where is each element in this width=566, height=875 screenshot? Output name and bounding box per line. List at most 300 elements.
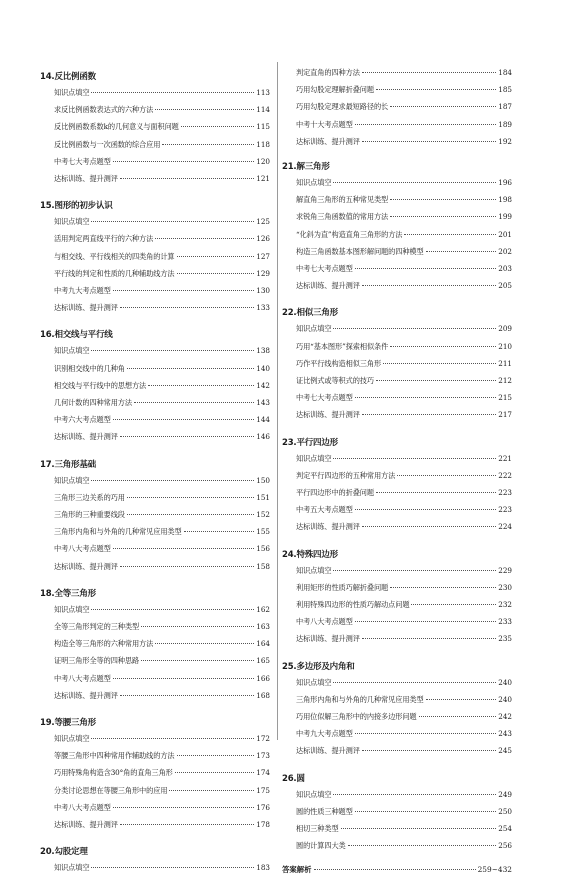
toc-entry-page: 138 — [256, 346, 270, 356]
dot-leader — [177, 256, 255, 257]
toc-entry-page: 113 — [256, 88, 270, 97]
dot-leader — [120, 695, 254, 696]
dot-leader — [390, 346, 496, 347]
toc-entry-page: 184 — [498, 68, 512, 77]
toc-entry[interactable] — [54, 346, 270, 356]
dot-leader — [390, 587, 496, 588]
toc-entry-page: 164 — [256, 639, 270, 649]
toc-entry-page: 140 — [256, 363, 270, 373]
toc-entry[interactable] — [54, 217, 270, 227]
toc-entry-title: 知识点填空 — [296, 789, 332, 799]
toc-entry-title: 圆的性质三种题型 — [296, 806, 353, 816]
toc-entry-title: 知识点填空 — [296, 677, 332, 687]
dot-leader — [155, 109, 254, 110]
toc-entry[interactable] — [54, 303, 270, 313]
dot-leader — [333, 458, 496, 459]
dot-leader — [141, 626, 254, 627]
dot-leader — [155, 643, 254, 644]
toc-entry[interactable] — [296, 841, 512, 851]
toc-entry-title: “化斜为直”构造直角三角形的方法 — [296, 229, 403, 239]
toc-entry-page: 202 — [498, 246, 512, 256]
toc-entry-title: 达标训练、提升测评 — [296, 746, 360, 756]
toc-entry-title: 达标训练、提升测评 — [54, 303, 118, 313]
dot-leader — [120, 178, 254, 179]
toc-entry-page: 254 — [498, 824, 512, 833]
section-heading[interactable]: 19.等腰三角形 — [40, 718, 96, 728]
toc-entry-page: 129 — [256, 268, 270, 278]
toc-entry[interactable] — [54, 768, 270, 778]
toc-entry-title: 中考五大考点题型 — [296, 505, 353, 515]
column-divider — [277, 62, 278, 740]
toc-entry[interactable] — [296, 617, 512, 627]
toc-entry[interactable] — [54, 432, 270, 442]
dot-leader — [333, 794, 496, 795]
dot-leader — [148, 385, 254, 386]
toc-entry-page: 212 — [498, 376, 512, 385]
toc-entry-title: 活用判定两直线平行的六种方法 — [54, 234, 154, 244]
dot-leader — [362, 526, 496, 527]
toc-entry-title: 知识点填空 — [54, 863, 90, 873]
dot-leader — [341, 828, 497, 829]
dot-leader — [141, 660, 254, 661]
toc-entry-page: 172 — [256, 734, 270, 743]
toc-entry-title: 中考九大考点题型 — [54, 286, 111, 295]
dot-leader — [314, 869, 476, 870]
toc-entry[interactable] — [296, 120, 512, 130]
toc-entry-page: 125 — [256, 217, 270, 227]
toc-entry[interactable] — [296, 746, 512, 756]
toc-entry[interactable] — [54, 786, 270, 796]
toc-entry-page: 118 — [256, 139, 270, 149]
dot-leader — [333, 682, 496, 683]
toc-entry[interactable] — [296, 359, 512, 369]
toc-entry[interactable] — [296, 566, 512, 576]
toc-entry-page: 166 — [256, 673, 270, 683]
toc-entry-page: 163 — [256, 622, 270, 631]
dot-leader — [426, 699, 497, 700]
toc-entry[interactable] — [54, 510, 270, 520]
toc-entry[interactable] — [54, 286, 270, 296]
toc-entry-title: 达标训练、提升测评 — [296, 136, 360, 146]
toc-entry-page: 175 — [256, 785, 270, 795]
toc-entry[interactable] — [296, 324, 512, 334]
toc-entry[interactable] — [54, 364, 270, 374]
dot-leader — [376, 89, 496, 90]
toc-entry-page: 232 — [498, 600, 512, 609]
dot-leader — [181, 126, 255, 127]
dot-leader — [362, 72, 496, 73]
toc-entry-title: 知识点填空 — [54, 217, 90, 227]
toc-entry[interactable] — [54, 122, 270, 132]
toc-entry[interactable] — [296, 807, 512, 817]
toc-entry-page: 215 — [498, 393, 512, 403]
dot-leader — [426, 251, 497, 252]
toc-entry-title: 中考六大考点题型 — [54, 415, 111, 425]
toc-entry[interactable] — [54, 140, 270, 150]
answers-page-range: 259~432 — [477, 865, 512, 875]
toc-entry[interactable] — [296, 522, 512, 532]
toc-entry[interactable] — [296, 247, 512, 257]
toc-entry-page: 224 — [498, 522, 512, 532]
dot-leader — [355, 397, 497, 398]
toc-entry-title: 相交线与平行线中的思想方法 — [54, 380, 147, 390]
dot-leader — [333, 328, 496, 329]
toc-entry-title: 反比例函数系数k的几何意义与面积问题 — [54, 122, 179, 132]
toc-entry[interactable] — [296, 264, 512, 274]
toc-entry-page: 230 — [498, 582, 512, 592]
toc-entry-page: 199 — [498, 212, 512, 222]
toc-entry-page: 187 — [498, 102, 512, 112]
toc-entry-title: 达标训练、提升测评 — [54, 432, 118, 442]
toc-entry-page: 165 — [256, 656, 270, 666]
toc-entry-title: 利用矩形的性质巧解折叠问题 — [296, 582, 389, 592]
toc-entry[interactable] — [54, 88, 270, 98]
toc-entry-page: 250 — [498, 806, 512, 816]
dot-leader — [120, 824, 254, 825]
dot-leader — [120, 436, 254, 437]
toc-entry[interactable] — [54, 605, 270, 615]
toc-entry-page: 162 — [256, 604, 270, 614]
toc-entry-page: 121 — [256, 174, 270, 183]
toc-entry-page: 203 — [498, 264, 512, 273]
dot-leader — [355, 811, 497, 812]
dot-leader — [362, 141, 496, 142]
section-heading[interactable]: 15.图形的初步认识 — [40, 201, 113, 212]
toc-entry-page: 127 — [256, 251, 270, 261]
toc-entry[interactable] — [54, 803, 270, 813]
dot-leader — [91, 738, 254, 739]
dot-leader — [376, 492, 496, 493]
section-heading[interactable]: 26.圆 — [282, 773, 305, 784]
toc-entry-page: 211 — [498, 358, 512, 368]
section-heading[interactable]: 18.全等三角形 — [40, 588, 96, 599]
toc-entry-page: 178 — [256, 820, 270, 829]
toc-entry[interactable] — [296, 85, 512, 95]
toc-entry-page: 130 — [256, 286, 270, 295]
toc-entry-page: 146 — [256, 432, 270, 442]
toc-entry-page: 120 — [256, 156, 270, 166]
toc-entry[interactable] — [54, 820, 270, 830]
toc-entry-title: 知识点填空 — [54, 604, 90, 614]
toc-entry-title: 证比例式或等积式的技巧 — [296, 376, 374, 385]
answers-label: 答案解析 — [282, 865, 312, 875]
toc-entry-page: 209 — [498, 324, 512, 334]
toc-entry[interactable] — [296, 212, 512, 222]
toc-entry-title: 知识点填空 — [296, 453, 332, 463]
toc-entry-page: 223 — [498, 488, 512, 497]
toc-entry[interactable] — [54, 269, 270, 279]
section-heading[interactable]: 20.勾股定理 — [40, 847, 88, 858]
toc-entry[interactable] — [54, 234, 270, 244]
toc-entry-page: 205 — [498, 281, 512, 291]
toc-entry-title: 构造全等三角形的六种常用方法 — [54, 639, 154, 649]
dot-leader — [162, 144, 254, 145]
toc-entry[interactable] — [54, 476, 270, 486]
toc-entry[interactable] — [296, 678, 512, 688]
dot-leader — [362, 414, 496, 415]
toc-entry-title: 巧用特殊角构造含30°角的直角三角形 — [54, 768, 173, 778]
dot-leader — [91, 92, 254, 93]
dot-leader — [91, 867, 254, 868]
toc-entry-title: 三角形内角和与外角的几种常见应用类型 — [54, 527, 182, 537]
toc-entry-title: 中考七大考点题型 — [296, 393, 353, 403]
toc-entry-title: 平行线的判定和性质的几种辅助线方法 — [54, 268, 175, 278]
toc-entry-title: 几何计数的四种常用方法 — [54, 398, 132, 407]
toc-entry-title: 识别相交线中的几种角 — [54, 363, 125, 373]
toc-entry-page: 240 — [498, 694, 512, 704]
toc-entry-page: 201 — [498, 229, 512, 239]
toc-entry-title: 平行四边形中的折叠问题 — [296, 488, 374, 497]
dot-leader — [348, 845, 497, 846]
toc-entry[interactable] — [296, 790, 512, 800]
toc-entry[interactable] — [54, 493, 270, 503]
dot-leader — [355, 268, 497, 269]
toc-entry-page: 189 — [498, 119, 512, 129]
toc-entry-title: 证明三角形全等的四种思路 — [54, 656, 140, 666]
toc-entry-page: 158 — [256, 561, 270, 571]
toc-entry[interactable] — [296, 695, 512, 705]
toc-entry-page: 233 — [498, 617, 512, 627]
toc-entry[interactable] — [296, 505, 512, 515]
dot-leader — [383, 363, 496, 364]
toc-entry[interactable] — [296, 824, 512, 834]
toc-entry[interactable] — [296, 471, 512, 481]
dot-leader — [362, 750, 496, 751]
dot-leader — [113, 161, 255, 162]
dot-leader — [355, 621, 497, 622]
toc-entry-title: 利用特殊四边形的性质巧解动点问题 — [296, 600, 410, 609]
toc-entry-page: 115 — [256, 122, 270, 132]
toc-entry-title: 巧用“基本图形”探索相似条件 — [296, 341, 389, 351]
toc-entry[interactable] — [296, 342, 512, 352]
toc-entry-page: 173 — [256, 751, 270, 761]
toc-entry-page: 114 — [256, 105, 270, 115]
dot-leader — [333, 570, 496, 571]
toc-entry-page: 150 — [256, 475, 270, 485]
dot-leader — [362, 638, 496, 639]
toc-entry[interactable] — [54, 544, 270, 554]
toc-entry[interactable] — [296, 68, 512, 78]
toc-entry-title: 求锐角三角函数值的常用方法 — [296, 212, 389, 222]
toc-entry[interactable] — [296, 393, 512, 403]
dot-leader — [127, 368, 254, 369]
toc-entry-page: 152 — [256, 510, 270, 519]
dot-leader — [113, 419, 255, 420]
toc-entry-page: 240 — [498, 677, 512, 687]
toc-entry-page: 243 — [498, 729, 512, 739]
toc-entry-title: 知识点填空 — [54, 346, 90, 356]
toc-entry[interactable] — [54, 639, 270, 649]
toc-entry-page: 242 — [498, 712, 512, 721]
dot-leader — [120, 566, 254, 567]
dot-leader — [113, 807, 255, 808]
toc-entry[interactable] — [54, 157, 270, 167]
dot-leader — [404, 234, 496, 235]
toc-entry-page: 256 — [498, 841, 512, 851]
toc-entry-title: 中考八大考点题型 — [54, 544, 111, 554]
dot-leader — [397, 475, 496, 476]
dot-leader — [411, 604, 496, 605]
dot-leader — [333, 182, 496, 183]
toc-entry[interactable] — [296, 454, 512, 464]
toc-entry[interactable] — [54, 674, 270, 684]
toc-entry-title: 达标训练、提升测评 — [296, 634, 360, 644]
toc-entry-title: 判定平行四边形的五种常用方法 — [296, 470, 396, 480]
answers-entry[interactable] — [282, 864, 512, 875]
toc-entry[interactable] — [296, 137, 512, 147]
dot-leader — [419, 716, 497, 717]
dot-leader — [390, 199, 496, 200]
toc-entry-title: 巧作平行线构造相似三角形 — [296, 358, 382, 368]
toc-entry[interactable] — [296, 583, 512, 593]
toc-entry-page: 235 — [498, 634, 512, 644]
toc-entry[interactable] — [54, 562, 270, 572]
toc-entry[interactable] — [296, 195, 512, 205]
dot-leader — [91, 221, 254, 222]
toc-entry-page: 222 — [498, 470, 512, 480]
toc-entry-page: 217 — [498, 410, 512, 420]
toc-entry[interactable] — [54, 622, 270, 632]
toc-entry[interactable] — [296, 600, 512, 610]
toc-entry-title: 达标训练、提升测评 — [54, 690, 118, 700]
toc-entry-title: 三角形的三种重要线段 — [54, 510, 125, 519]
toc-entry[interactable] — [296, 281, 512, 291]
toc-entry-title: 巧用勾股定理解折叠问题 — [296, 85, 374, 95]
toc-entry-title: 达标训练、提升测评 — [54, 174, 118, 183]
toc-entry-title: 反比例函数与一次函数的综合应用 — [54, 139, 161, 149]
toc-entry[interactable] — [54, 691, 270, 701]
toc-entry-title: 中考七大考点题型 — [296, 264, 353, 273]
toc-entry-title: 判定直角的四种方法 — [296, 68, 360, 77]
toc-entry-title: 中考十大考点题型 — [296, 119, 353, 129]
dot-leader — [155, 238, 254, 239]
section-heading[interactable]: 25.多边形及内角和 — [282, 661, 355, 672]
toc-entry-page: 144 — [256, 415, 270, 425]
dot-leader — [120, 307, 254, 308]
dot-leader — [175, 772, 255, 773]
toc-entry-title: 达标训练、提升测评 — [296, 410, 360, 420]
toc-entry-title: 达标训练、提升测评 — [296, 281, 360, 291]
toc-entry-title: 巧用勾股定理求最短路径的长 — [296, 102, 389, 112]
toc-entry-page: 174 — [256, 768, 270, 778]
toc-entry-title: 知识点填空 — [296, 178, 332, 187]
toc-entry-page: 183 — [256, 863, 270, 873]
toc-entry-title: 知识点填空 — [296, 324, 332, 334]
toc-entry-title: 中考八大考点题型 — [54, 673, 111, 683]
dot-leader — [127, 497, 254, 498]
toc-entry-page: 142 — [256, 380, 270, 390]
toc-entry-page: 245 — [498, 746, 512, 756]
dot-leader — [113, 548, 255, 549]
section-heading[interactable]: 24.特殊四边形 — [282, 549, 338, 560]
toc-entry-title: 巧用位似解三角形中的内接多边形问题 — [296, 712, 417, 721]
section-heading[interactable]: 14.反比例函数 — [40, 72, 96, 82]
toc-entry-page: 176 — [256, 802, 270, 812]
dot-leader — [177, 755, 255, 756]
dot-leader — [91, 609, 254, 610]
toc-entry[interactable] — [54, 656, 270, 666]
toc-entry-title: 知识点填空 — [296, 565, 332, 575]
toc-entry[interactable] — [54, 415, 270, 425]
toc-entry-page: 151 — [256, 492, 270, 502]
toc-entry-page: 185 — [498, 85, 512, 95]
toc-entry[interactable] — [296, 712, 512, 722]
section-heading[interactable]: 21.解三角形 — [282, 162, 330, 172]
toc-entry[interactable] — [54, 381, 270, 391]
toc-entry-title: 与相交线、平行线相关的四类角的计算 — [54, 251, 175, 261]
section-heading[interactable]: 17.三角形基础 — [40, 459, 96, 470]
section-heading[interactable]: 16.相交线与平行线 — [40, 330, 113, 341]
toc-entry[interactable] — [296, 410, 512, 420]
dot-leader — [91, 480, 254, 481]
toc-entry-title: 中考九大考点题型 — [296, 729, 353, 739]
section-heading[interactable]: 22.相似三角形 — [282, 308, 338, 319]
toc-entry-title: 知识点填空 — [54, 475, 90, 485]
toc-entry[interactable] — [296, 729, 512, 739]
toc-entry[interactable] — [54, 174, 270, 184]
dot-leader — [113, 678, 255, 679]
toc-entry[interactable] — [54, 751, 270, 761]
toc-entry-page: 223 — [498, 505, 512, 515]
toc-entry-page: 126 — [256, 234, 270, 244]
toc-entry[interactable] — [296, 634, 512, 644]
toc-entry-page: 198 — [498, 195, 512, 205]
toc-entry[interactable] — [54, 398, 270, 408]
dot-leader — [355, 124, 497, 125]
toc-entry-title: 中考八大考点题型 — [296, 617, 353, 627]
dot-leader — [134, 402, 254, 403]
toc-entry-title: 达标训练、提升测评 — [296, 522, 360, 532]
toc-entry[interactable] — [54, 863, 270, 873]
dot-leader — [177, 273, 255, 274]
toc-entry-title: 构造三角函数基本图形解问题的四种模型 — [296, 246, 424, 256]
toc-entry[interactable] — [54, 252, 270, 262]
toc-entry-page: 143 — [256, 398, 270, 407]
toc-entry[interactable] — [54, 105, 270, 115]
toc-entry-title: 三角形内角和与外角的几种常见应用类型 — [296, 694, 424, 704]
toc-entry-page: 249 — [498, 789, 512, 799]
toc-entry[interactable] — [296, 376, 512, 386]
dot-leader — [355, 733, 497, 734]
toc-entry-title: 等腰三角形中四种常用作辅助线的方法 — [54, 751, 175, 761]
toc-entry[interactable] — [296, 178, 512, 188]
toc-entry[interactable] — [296, 488, 512, 498]
toc-entry-page: 133 — [256, 303, 270, 313]
section-heading[interactable]: 23.平行四边形 — [282, 437, 338, 448]
dot-leader — [362, 285, 496, 286]
toc-entry-title: 分类讨论思想在等腰三角形中的应用 — [54, 785, 168, 795]
toc-entry-page: 168 — [256, 690, 270, 700]
toc-entry-page: 155 — [256, 527, 270, 537]
toc-entry[interactable] — [296, 102, 512, 112]
toc-entry-title: 圆的计算四大类 — [296, 841, 346, 851]
toc-entry-page: 156 — [256, 544, 270, 554]
toc-entry[interactable] — [296, 230, 512, 240]
dot-leader — [169, 790, 254, 791]
toc-entry-title: 知识点填空 — [54, 88, 90, 97]
toc-entry-title: 解直角三角形的五种常见类型 — [296, 195, 389, 205]
toc-entry-title: 中考八大考点题型 — [54, 802, 111, 812]
dot-leader — [184, 531, 255, 532]
toc-entry[interactable] — [54, 527, 270, 537]
toc-entry-page: 196 — [498, 178, 512, 187]
toc-entry[interactable] — [54, 734, 270, 744]
toc-entry-page: 210 — [498, 341, 512, 351]
dot-leader — [390, 106, 496, 107]
toc-entry-title: 达标训练、提升测评 — [54, 561, 118, 571]
toc-entry-title: 达标训练、提升测评 — [54, 820, 118, 829]
toc-entry-page: 221 — [498, 453, 512, 463]
